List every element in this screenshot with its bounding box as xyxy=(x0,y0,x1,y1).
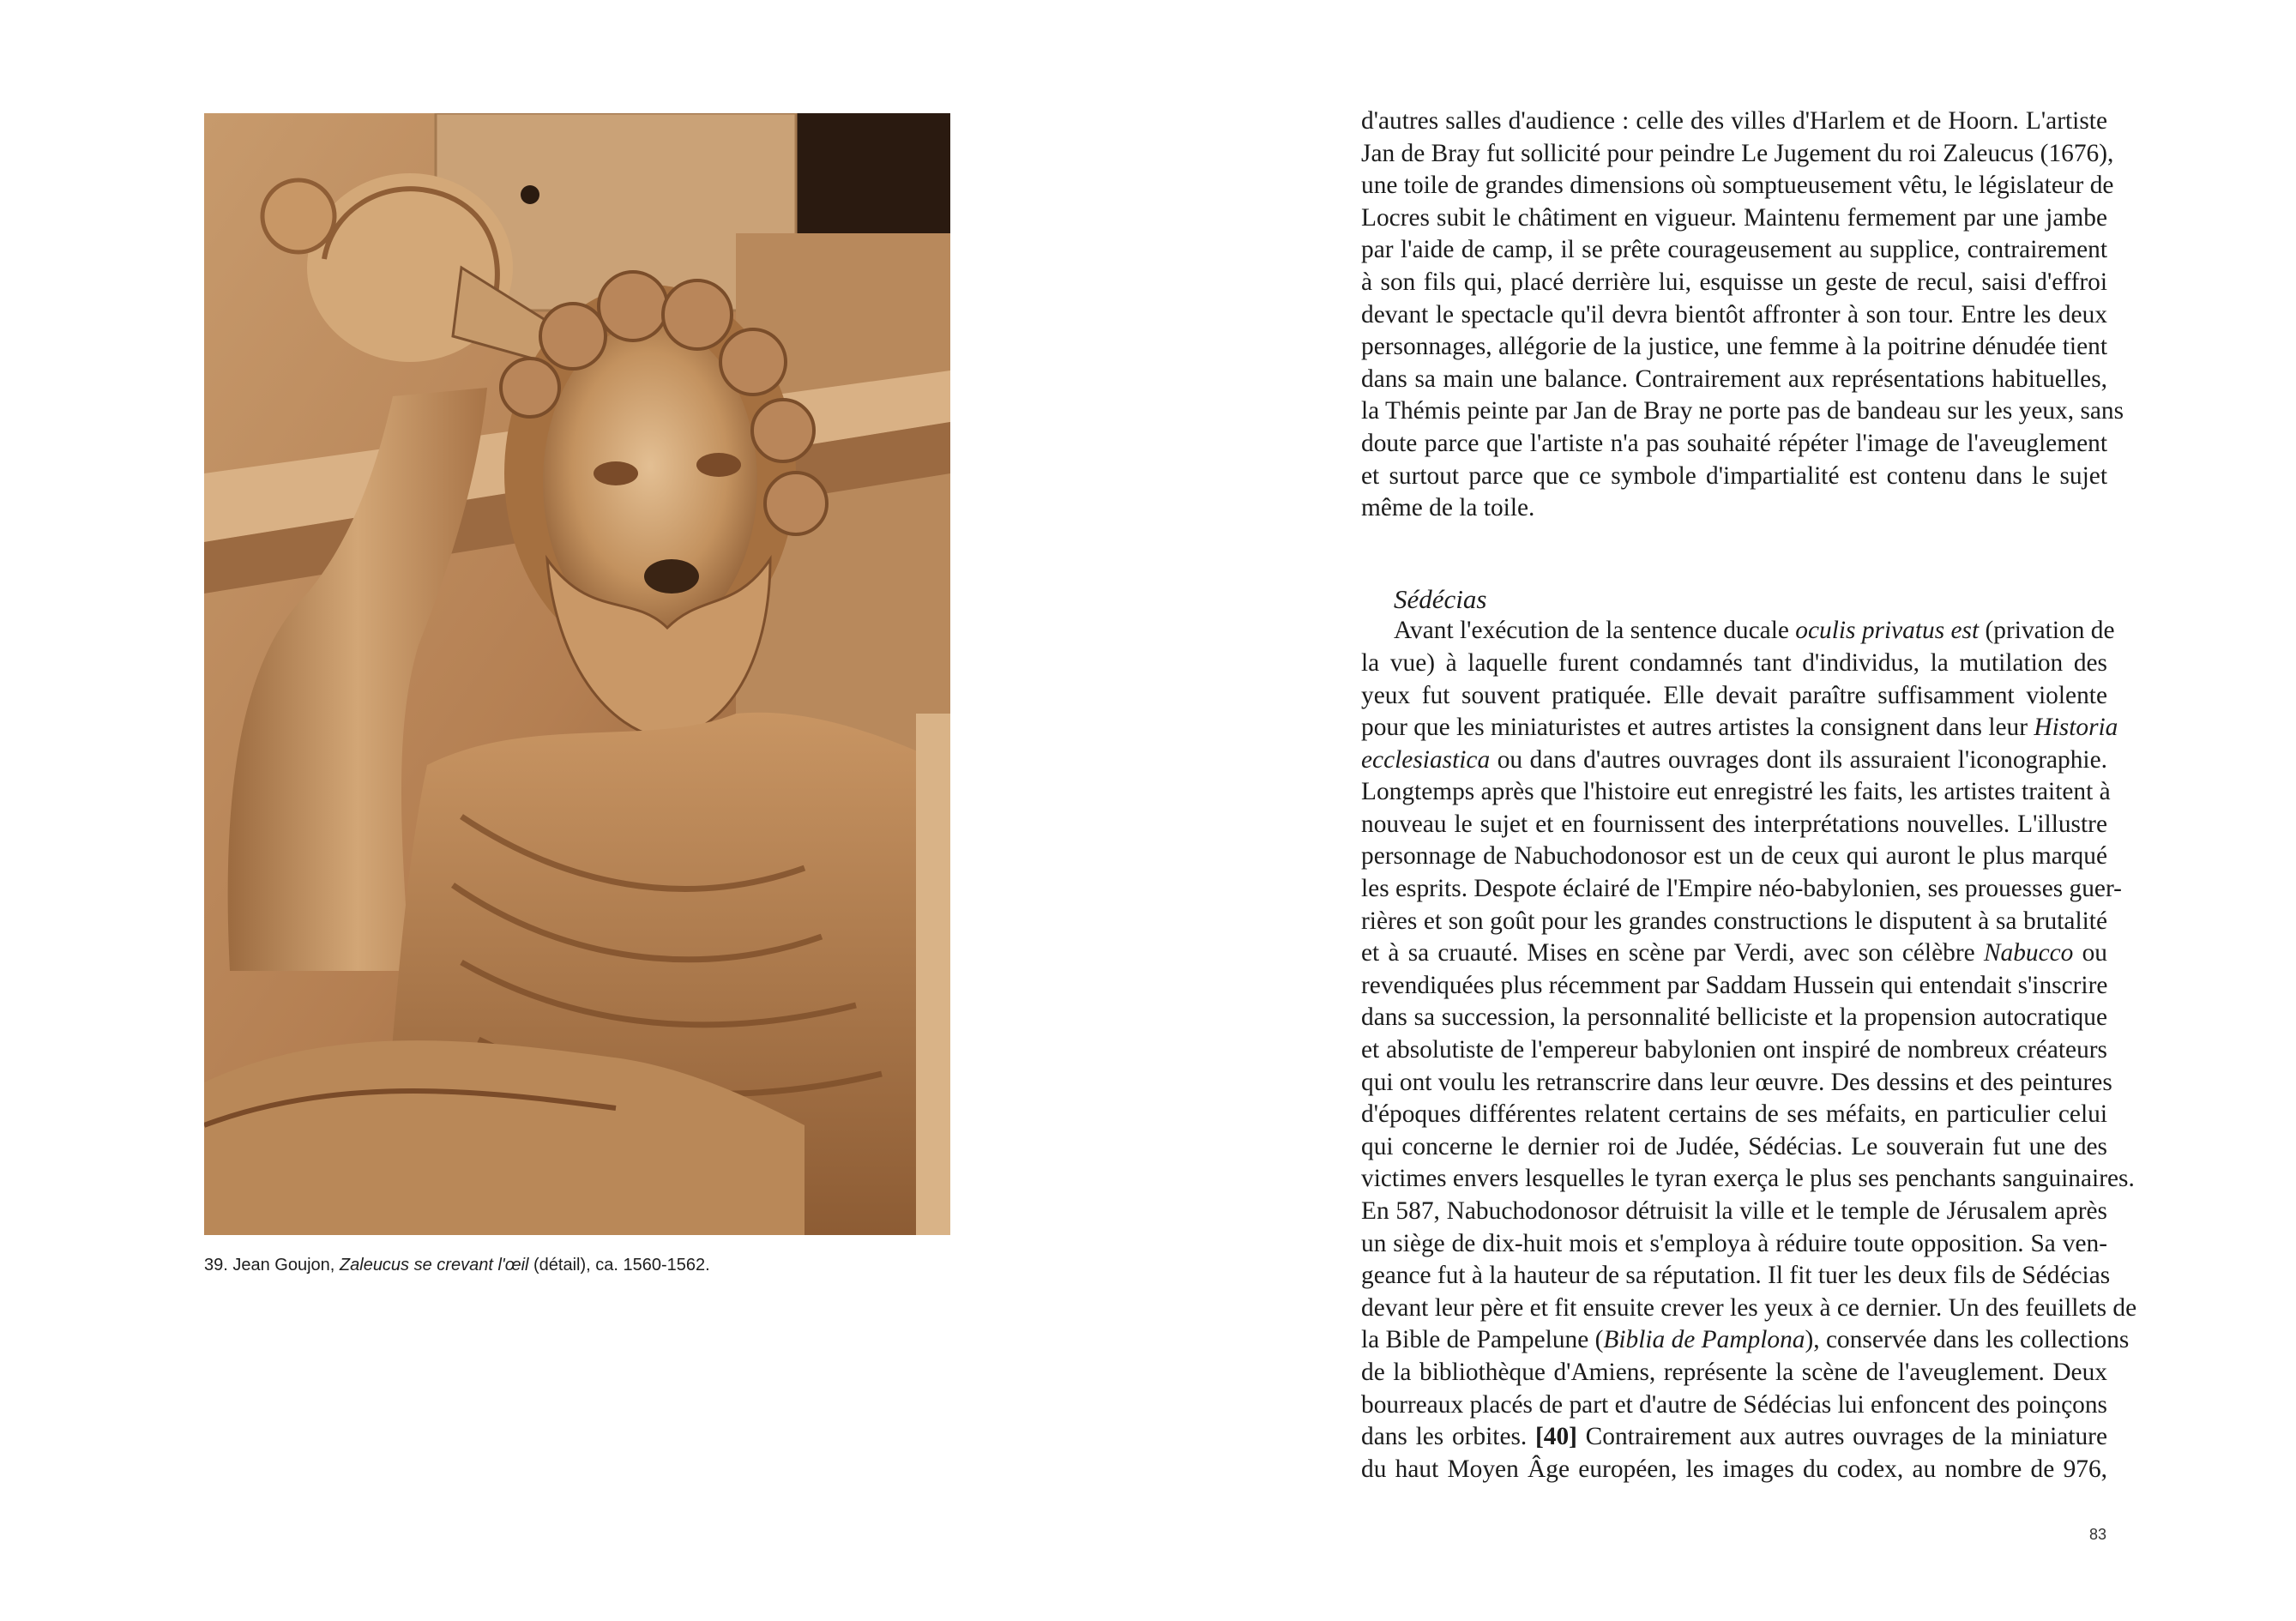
text-line: et surtout parce que ce symbole d'impartialité est contenu dans le sujet xyxy=(1361,461,2107,490)
caption-number: 39. xyxy=(204,1256,228,1275)
page-number: 83 xyxy=(2089,1526,2107,1543)
figure-reference: [40] xyxy=(1535,1423,1577,1451)
text-line: Locres subit le châtiment en vigueur. Maintenu fermement par une jambe xyxy=(1361,203,2107,232)
text-line: devant le spectacle qu'il devra bientôt affronter à son tour. Entre les deux xyxy=(1361,300,2107,328)
zaleucus-relief-image xyxy=(204,113,950,1235)
text-line: personnage de Nabuchodonosor est un de ceux qui auront le plus marqué xyxy=(1361,842,2107,871)
text-line: qui concerne le dernier roi de Judée, Sédécias. Le souverain fut une des xyxy=(1361,1132,2107,1160)
text-line: devant leur père et fit ensuite crever les yeux à ce dernier. Un des feuillets de xyxy=(1361,1293,2137,1322)
text-line: et absolutiste de l'empereur babylonien ont inspiré de nombreux créateurs xyxy=(1361,1036,2107,1064)
caption-title: Zaleucus se crevant l'œil xyxy=(339,1256,529,1275)
text-line: personnages, allégorie de la justice, une femme à la poitrine dénudée tient xyxy=(1361,333,2107,361)
text-line: de la bibliothèque d'Amiens, représente la scène de l'aveuglement. Deux xyxy=(1361,1358,2107,1386)
text-line: la Thémis peinte par Jan de Bray ne porte pas de bandeau sur les yeux, sans xyxy=(1361,397,2124,425)
text-line: dans sa main une balance. Contrairement aux représentations habituelles, xyxy=(1361,365,2107,393)
text-line: d'autres salles d'audience : celle des villes d'Harlem et de Hoorn. L'artiste xyxy=(1361,107,2107,135)
text-line: une toile de grandes dimensions où somptueusement vêtu, le législateur de xyxy=(1361,172,2114,200)
text-line: à son fils qui, placé derrière lui, esquisse un geste de recul, saisi d'effroi xyxy=(1361,268,2107,296)
text-line: la Bible de Pampelune (Biblia de Pamplona), conservée dans les collections xyxy=(1361,1326,2130,1354)
text-line: ecclesiastica ou dans d'autres ouvrages dont ils assuraient l'iconographie. xyxy=(1361,745,2107,774)
text-line: geance fut à la hauteur de sa réputation. Il fit tuer les deux fils de Sédécias xyxy=(1361,1262,2111,1290)
text-line: les esprits. Despote éclairé de l'Empire néo-babylonien, ses prouesses guer- xyxy=(1361,875,2122,903)
text-line: un siège de dix-huit mois et s'employa à réduire toute opposition. Sa ven- xyxy=(1361,1229,2107,1257)
text-line: Longtemps après que l'histoire eut enregistré les faits, les artistes traitent à xyxy=(1361,778,2111,806)
caption-author: Jean Goujon, xyxy=(232,1256,340,1275)
text-line: Jan de Bray fut sollicité pour peindre Le Jugement du roi Zaleucus (1676), xyxy=(1361,139,2114,167)
sculpture-photograph xyxy=(204,113,950,1235)
text-line: même de la toile. xyxy=(1361,494,1535,522)
text-line: la vue) à laquelle furent condamnés tant d'individus, la mutilation des xyxy=(1361,648,2107,677)
text-line: et à sa cruauté. Mises en scène par Verdi, avec son célèbre Nabucco ou xyxy=(1361,939,2107,967)
text-line: En 587, Nabuchodonosor détruisit la ville et le temple de Jérusalem après xyxy=(1361,1197,2107,1225)
text-line: doute parce que l'artiste n'a pas souhaité répéter l'image de l'aveuglement xyxy=(1361,429,2107,457)
body-text xyxy=(1361,105,2137,1485)
text-line: dans sa succession, la personnalité belliciste et la propension autocratique xyxy=(1361,1003,2107,1032)
text-line: rières et son goût pour les grandes constructions le disputent à sa brutalité xyxy=(1361,907,2107,935)
caption-details: (détail), ca. 1560-1562. xyxy=(528,1256,710,1275)
text-line: yeux fut souvent pratiquée. Elle devait paraître suffisamment violente xyxy=(1361,681,2107,709)
figure-caption xyxy=(204,1256,976,1275)
text-line: pour que les miniaturistes et autres artistes la consignent dans leur Historia xyxy=(1361,714,2118,742)
text-line: d'époques différentes relatent certains de ses méfaits, en particulier celui xyxy=(1361,1100,2107,1129)
text-line: revendiquées plus récemment par Saddam Hussein qui entendait s'inscrire xyxy=(1361,971,2108,999)
text-line: victimes envers lesquelles le tyran exerça le plus ses penchants sanguinaires. xyxy=(1361,1165,2135,1193)
text-line: nouveau le sujet et en fournissent des interprétations nouvelles. L'illustre xyxy=(1361,810,2107,838)
text-line: par l'aide de camp, il se prête courageusement au supplice, contrairement xyxy=(1361,236,2107,264)
text-line: dans les orbites. [40] Contrairement aux autres ouvrages de la miniature xyxy=(1361,1423,2107,1451)
text-line: Avant l'exécution de la sentence ducale oculis privatus est (privation de xyxy=(1394,617,2115,645)
section-heading: Sédécias xyxy=(1394,583,1487,614)
text-line: qui ont voulu les retranscrire dans leur œuvre. Des dessins et des peintures xyxy=(1361,1068,2112,1096)
text-line: bourreaux placés de part et d'autre de Sédécias lui enfoncent des poinçons xyxy=(1361,1390,2107,1419)
text-line: du haut Moyen Âge européen, les images du codex, au nombre de 976, xyxy=(1361,1455,2107,1483)
